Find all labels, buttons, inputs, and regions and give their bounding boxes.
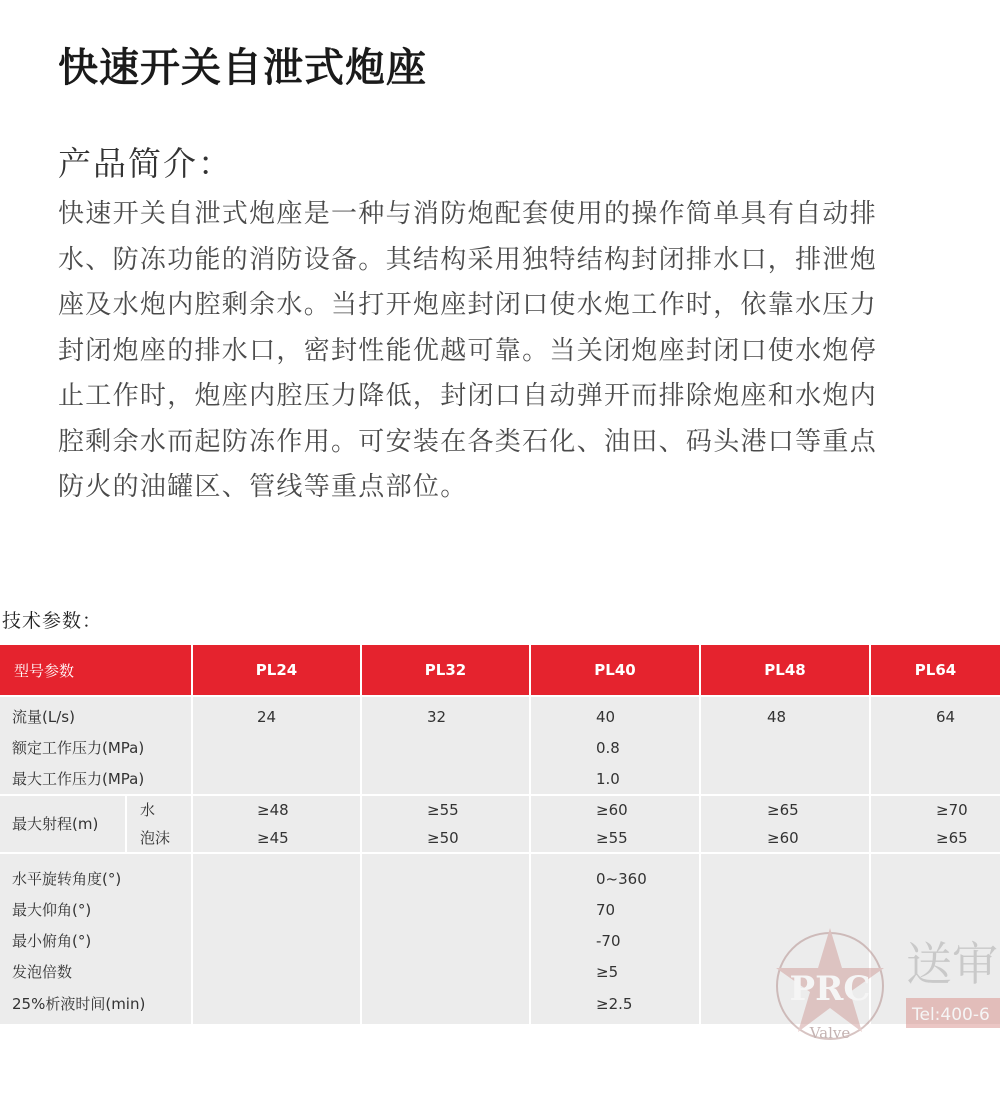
- flow-value: 64: [936, 708, 956, 726]
- watermark-tel: Tel:400-6: [912, 1005, 990, 1025]
- range-water-label: 水: [140, 801, 156, 819]
- intro-line: 封闭炮座的排水口，密封性能优越可靠。当关闭炮座封闭口使水炮停: [58, 335, 878, 366]
- range-water-value: ≥60: [596, 801, 628, 819]
- range-foam-value: ≥45: [257, 829, 289, 847]
- header-cell-model: PL64: [871, 645, 1000, 695]
- intro-line: 水、防冻功能的消防设备。其结构采用独特结构封闭排水口，排泄炮: [58, 244, 878, 275]
- flow-value: 40: [596, 708, 616, 726]
- flow-value: 24: [257, 708, 277, 726]
- row-band: [193, 854, 360, 1024]
- param-value: -70: [596, 932, 621, 950]
- param-label: 最小俯角(°): [12, 932, 92, 950]
- header-cell-param: 型号参数: [0, 645, 191, 695]
- max-pressure-value: 1.0: [596, 770, 620, 788]
- intro-line: 快速开关自泄式炮座是一种与消防炮配套使用的操作简单具有自动排: [58, 199, 878, 229]
- range-foam-value: ≥60: [767, 829, 799, 847]
- range-water-value: ≥70: [936, 801, 968, 819]
- intro-heading: 产品简介：: [58, 144, 233, 183]
- flow-label: 流量(L/s): [12, 708, 75, 726]
- param-value: ≥5: [596, 963, 619, 981]
- range-water-value: ≥65: [767, 801, 799, 819]
- flow-value: 48: [767, 708, 787, 726]
- range-water-value: ≥55: [427, 801, 459, 819]
- rated-pressure-label: 额定工作压力(MPa): [12, 739, 145, 757]
- intro-line: 座及水炮内腔剩余水。当打开炮座封闭口使水炮工作时，依靠水压力: [58, 290, 878, 320]
- page-title: 快速开关自泄式炮座: [58, 45, 427, 91]
- range-water-value: ≥48: [257, 801, 289, 819]
- watermark-logo: [766, 928, 1000, 1046]
- intro-paragraph: [58, 192, 918, 511]
- watermark-company: 送审: [906, 937, 998, 991]
- watermark-logo-subtext: Valve: [809, 1024, 851, 1042]
- header-cell-model: PL40: [531, 645, 699, 695]
- max-pressure-label: 最大工作压力(MPa): [12, 770, 145, 788]
- header-cell-model: PL48: [701, 645, 869, 695]
- row-band: [193, 697, 360, 794]
- header-cell-model: PL32: [362, 645, 529, 695]
- param-value: ≥2.5: [596, 995, 633, 1013]
- watermark-logo-text: PRC: [789, 969, 871, 1009]
- range-foam-value: ≥55: [596, 829, 628, 847]
- param-label: 25%析液时间(min): [12, 995, 146, 1013]
- param-label: 发泡倍数: [12, 963, 73, 981]
- intro-line: 防火的油罐区、管线等重点部位。: [58, 472, 468, 502]
- intro-line: 止工作时，炮座内腔压力降低，封闭口自动弹开而排除炮座和水炮内: [58, 381, 878, 411]
- intro-line: 腔剩余水而起防冻作用。可安装在各类石化、油田、码头港口等重点: [58, 426, 878, 457]
- param-value: 70: [596, 901, 616, 919]
- flow-value: 32: [427, 708, 447, 726]
- row-band: [362, 854, 529, 1024]
- header-cell-model: PL24: [193, 645, 360, 695]
- range-foam-label: 泡沫: [140, 829, 171, 847]
- param-value: 0~360: [596, 870, 647, 888]
- param-label: 最大仰角(°): [12, 901, 92, 919]
- range-foam-value: ≥65: [936, 829, 968, 847]
- param-label: 水平旋转角度(°): [12, 870, 122, 888]
- tech-params-label: 技术参数：: [2, 610, 103, 632]
- range-foam-value: ≥50: [427, 829, 459, 847]
- rated-pressure-value: 0.8: [596, 739, 620, 757]
- range-label: 最大射程(m): [12, 815, 99, 833]
